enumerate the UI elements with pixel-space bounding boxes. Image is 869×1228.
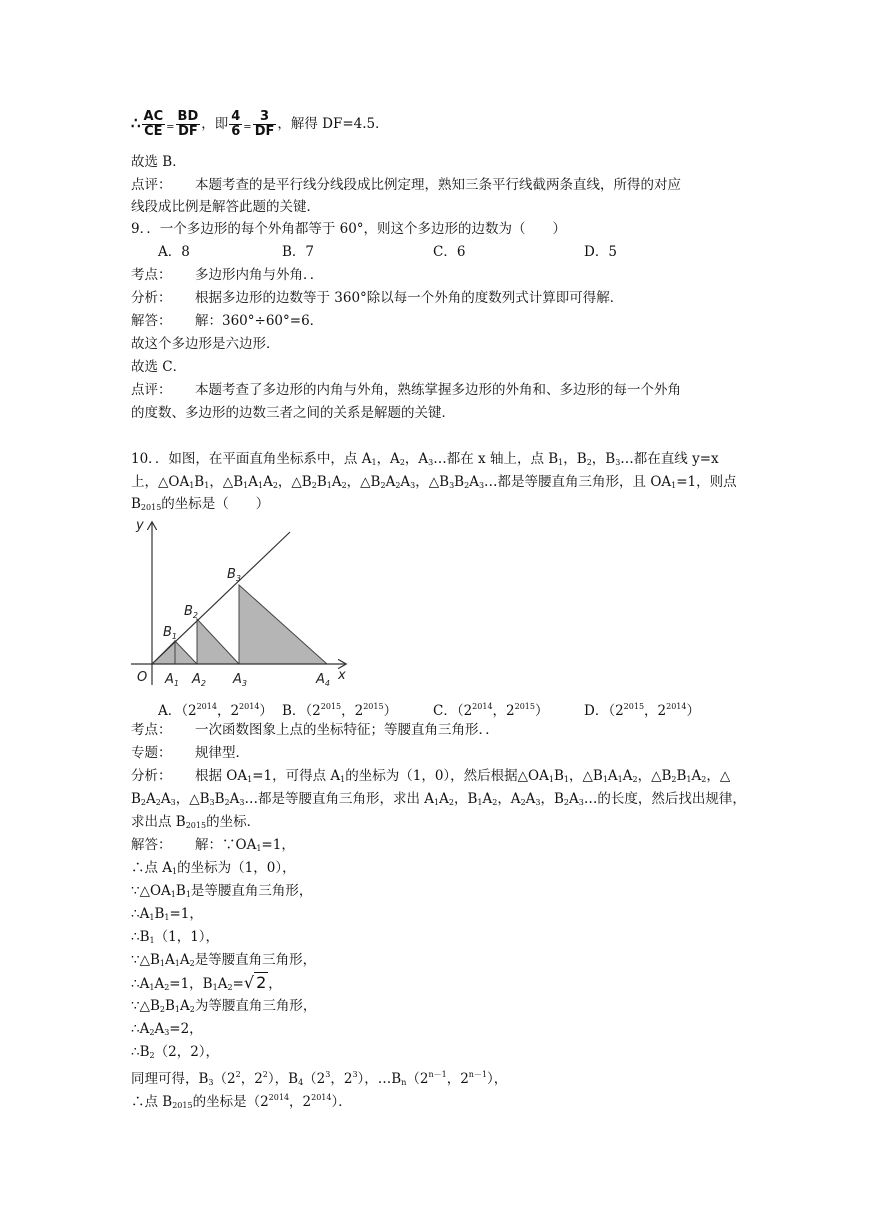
eq-sign: = — [243, 122, 252, 133]
q9-option-d: D．5 — [584, 244, 617, 260]
q10-figure — [127, 515, 357, 693]
triangle-b2a2a3 — [197, 619, 239, 664]
label-comment: 点评： — [131, 382, 172, 398]
fraction-ac-ce — [142, 110, 166, 139]
q10-step-9: $\therefore B_2(2$，2）， — [131, 1044, 220, 1060]
frac-num: 4 — [231, 109, 241, 124]
stem-text: 10．．如图，在平面直角坐标系中，点 A — [131, 451, 372, 467]
q8-choose: 故选 B． — [131, 154, 186, 170]
q9-comment-1 — [131, 380, 681, 400]
label-kaodian: 考点： — [131, 267, 172, 283]
q10-fenxi-2: $B_2A_2A_3$，$\triangle B_3B_2A_3\dots$都是等腰直角三角形，求出 $A_1A_2$，$B_1A_2$，$A_2A_3$，$B_2A_3\dots$的长度，然后找出规律， — [131, 791, 746, 807]
q10-stem-3: $B_{2015}$的坐标是（ ） — [131, 496, 270, 512]
q10-step-8: $\therefore A_2A_3=2$， — [131, 1021, 203, 1037]
q8-comment-1 — [131, 175, 681, 195]
label-fenxi: 分析： — [131, 290, 172, 306]
q10-step-5: $\because\triangle B_1A_1A_2$是等腰直角三角形， — [131, 952, 317, 968]
y-axis-label: y — [136, 518, 144, 533]
jieda-text: 解：360°÷60°=6． — [195, 313, 324, 329]
frac-den: 6 — [231, 124, 241, 139]
label-a3: $A_3$ — [233, 672, 247, 688]
q10-jieda: 解答： 解：$\because OA_1=1$， — [131, 837, 295, 853]
q10-option-c: C．（$2^{2014}$，$2^{2015}$） — [433, 702, 549, 719]
label-jieda: 解答： — [131, 313, 172, 329]
q9-jieda — [131, 311, 323, 331]
frac-num: 3 — [253, 110, 277, 125]
q9-line2: 故这个多边形是六边形． — [131, 336, 280, 352]
q10-step-10: 同理可得，$B_3(2^2$，$2^2$），$B_4(2^3$，$2^3$），$\dots B_n(2^{n-1}$，$2^{n-1}$）， — [131, 1070, 508, 1087]
q9-choose: 故选 C． — [131, 359, 187, 375]
q10-kaodian: 考点： 一次函数图象上点的坐标特征；等腰直角三角形．． — [131, 722, 499, 738]
comment-text: 本题考查了多边形的内角与外角，熟练掌握多边形的外角和、多边形的每一个外角 — [195, 382, 681, 398]
origin-label: O — [137, 670, 148, 685]
q10-step-1: ∴点 $A_1$的坐标为（1，0）， — [131, 860, 296, 876]
frac-num: BD — [177, 109, 199, 124]
fenxi-text: 根据多边形的边数等于 360°除以每一个外角的度数列式计算即可得解． — [195, 290, 624, 306]
label-a2: $A_2$ — [192, 672, 206, 688]
frac-den: CE — [144, 124, 163, 139]
q9-stem: 9．．一个多边形的每个外角都等于 60°，则这个多边形的边数为（ ） — [131, 221, 567, 237]
q8-conclusion — [131, 110, 389, 139]
frac-num: AC — [143, 109, 164, 124]
text-end: ，解得 DF=4.5． — [277, 116, 389, 132]
fraction-3-df — [253, 110, 277, 139]
eq-sign: = — [166, 122, 175, 133]
x-axis-label: x — [338, 668, 346, 683]
q10-stem-2: 上，$\triangle OA_1B_1$，$\triangle B_1A_1A_2$，$\triangle B_2B_1A_2$，$\triangle B_2A_2A_3$，$\triangle B_3B_2A_3\dots$都是等腰直角三角形，且 $OA_1=1$，则点 — [131, 474, 737, 490]
q9-option-a: A．8 — [158, 244, 190, 260]
label-b1: $B_1$ — [163, 625, 178, 641]
q10-step-4: $\therefore B_1(1$，1）， — [131, 929, 220, 945]
label-b3: $B_3$ — [227, 567, 242, 583]
q8-comment-2: 线段成比例是解答此题的关键． — [131, 199, 320, 215]
sqrt-sign: √ 2 — [243, 973, 267, 992]
fraction-4-6 — [229, 110, 242, 139]
label-comment: 点评： — [131, 177, 172, 193]
q10-step-3: $\therefore A_1B_1=1$， — [131, 906, 203, 922]
frac-den: DF — [178, 124, 198, 139]
triangle-b1a1a2 — [175, 641, 197, 664]
q9-comment-2: 的度数、多边形的边数三者之间的关系是解题的关键． — [131, 405, 455, 421]
comment-text: 本题考查的是平行线分线段成比例定理，熟知三条平行线截两条直线，所得的对应 — [195, 177, 681, 193]
q10-zhuanti: 专题： 规律型． — [131, 745, 249, 761]
q10-fenxi-1: 分析： 根据 $OA_1=1$，可得点 $A_1$的坐标为（1，0），然后根据$\triangle OA_1B_1$，$\triangle B_1A_1A_2$，$\triangle B_2B_1A_2$，△ — [131, 768, 731, 784]
label-b2: $B_2$ — [184, 604, 199, 620]
frac-den: DF — [254, 124, 275, 139]
q10-option-d: D．（$2^{2015}$，$2^{2014}$） — [584, 702, 700, 719]
label-a4: $A_4$ — [316, 672, 330, 688]
q10-step-2: $\because\triangle OA_1B_1$是等腰直角三角形， — [131, 883, 313, 899]
q9-option-b: B．7 — [282, 244, 315, 260]
q10-step-7: $\because\triangle B_2B_1A_2$为等腰直角三角形， — [131, 998, 317, 1014]
q10-option-b: B．（$2^{2015}$，$2^{2015}$） — [282, 702, 398, 719]
q10-option-a: A．（$2^{2014}$，$2^{2014}$） — [158, 702, 273, 719]
triangle-b3a3a4 — [239, 585, 327, 664]
fraction-bd-df — [176, 110, 201, 139]
kaodian-text: 多边形内角与外角．． — [195, 267, 324, 283]
q10-step-11: ∴点 $B_{2015}$的坐标是（$2^{2014}$，$2^{2014}$）． — [131, 1093, 352, 1110]
q9-fenxi — [131, 288, 623, 308]
q10-step-6: $\therefore A_1A_2=1$，$B_1A_2=√$ 2 ， — [131, 973, 282, 992]
text-mid: ，即 — [201, 116, 229, 132]
q9-kaodian — [131, 265, 323, 285]
q9-option-c: C．6 — [433, 244, 466, 260]
label-a1: $A_1$ — [165, 672, 179, 688]
q10-fenxi-3: 求出点 $B_{2015}$的坐标． — [131, 814, 261, 830]
therefore-sign: ∴ — [131, 114, 141, 132]
q10-stem-1: 10．．如图，在平面直角坐标系中，点 $A_1$，$A_2$，$A_3\dots$都在 x 轴上，点 $B_1$，$B_2$，$B_3\dots$都在直线 y=x — [131, 451, 719, 467]
